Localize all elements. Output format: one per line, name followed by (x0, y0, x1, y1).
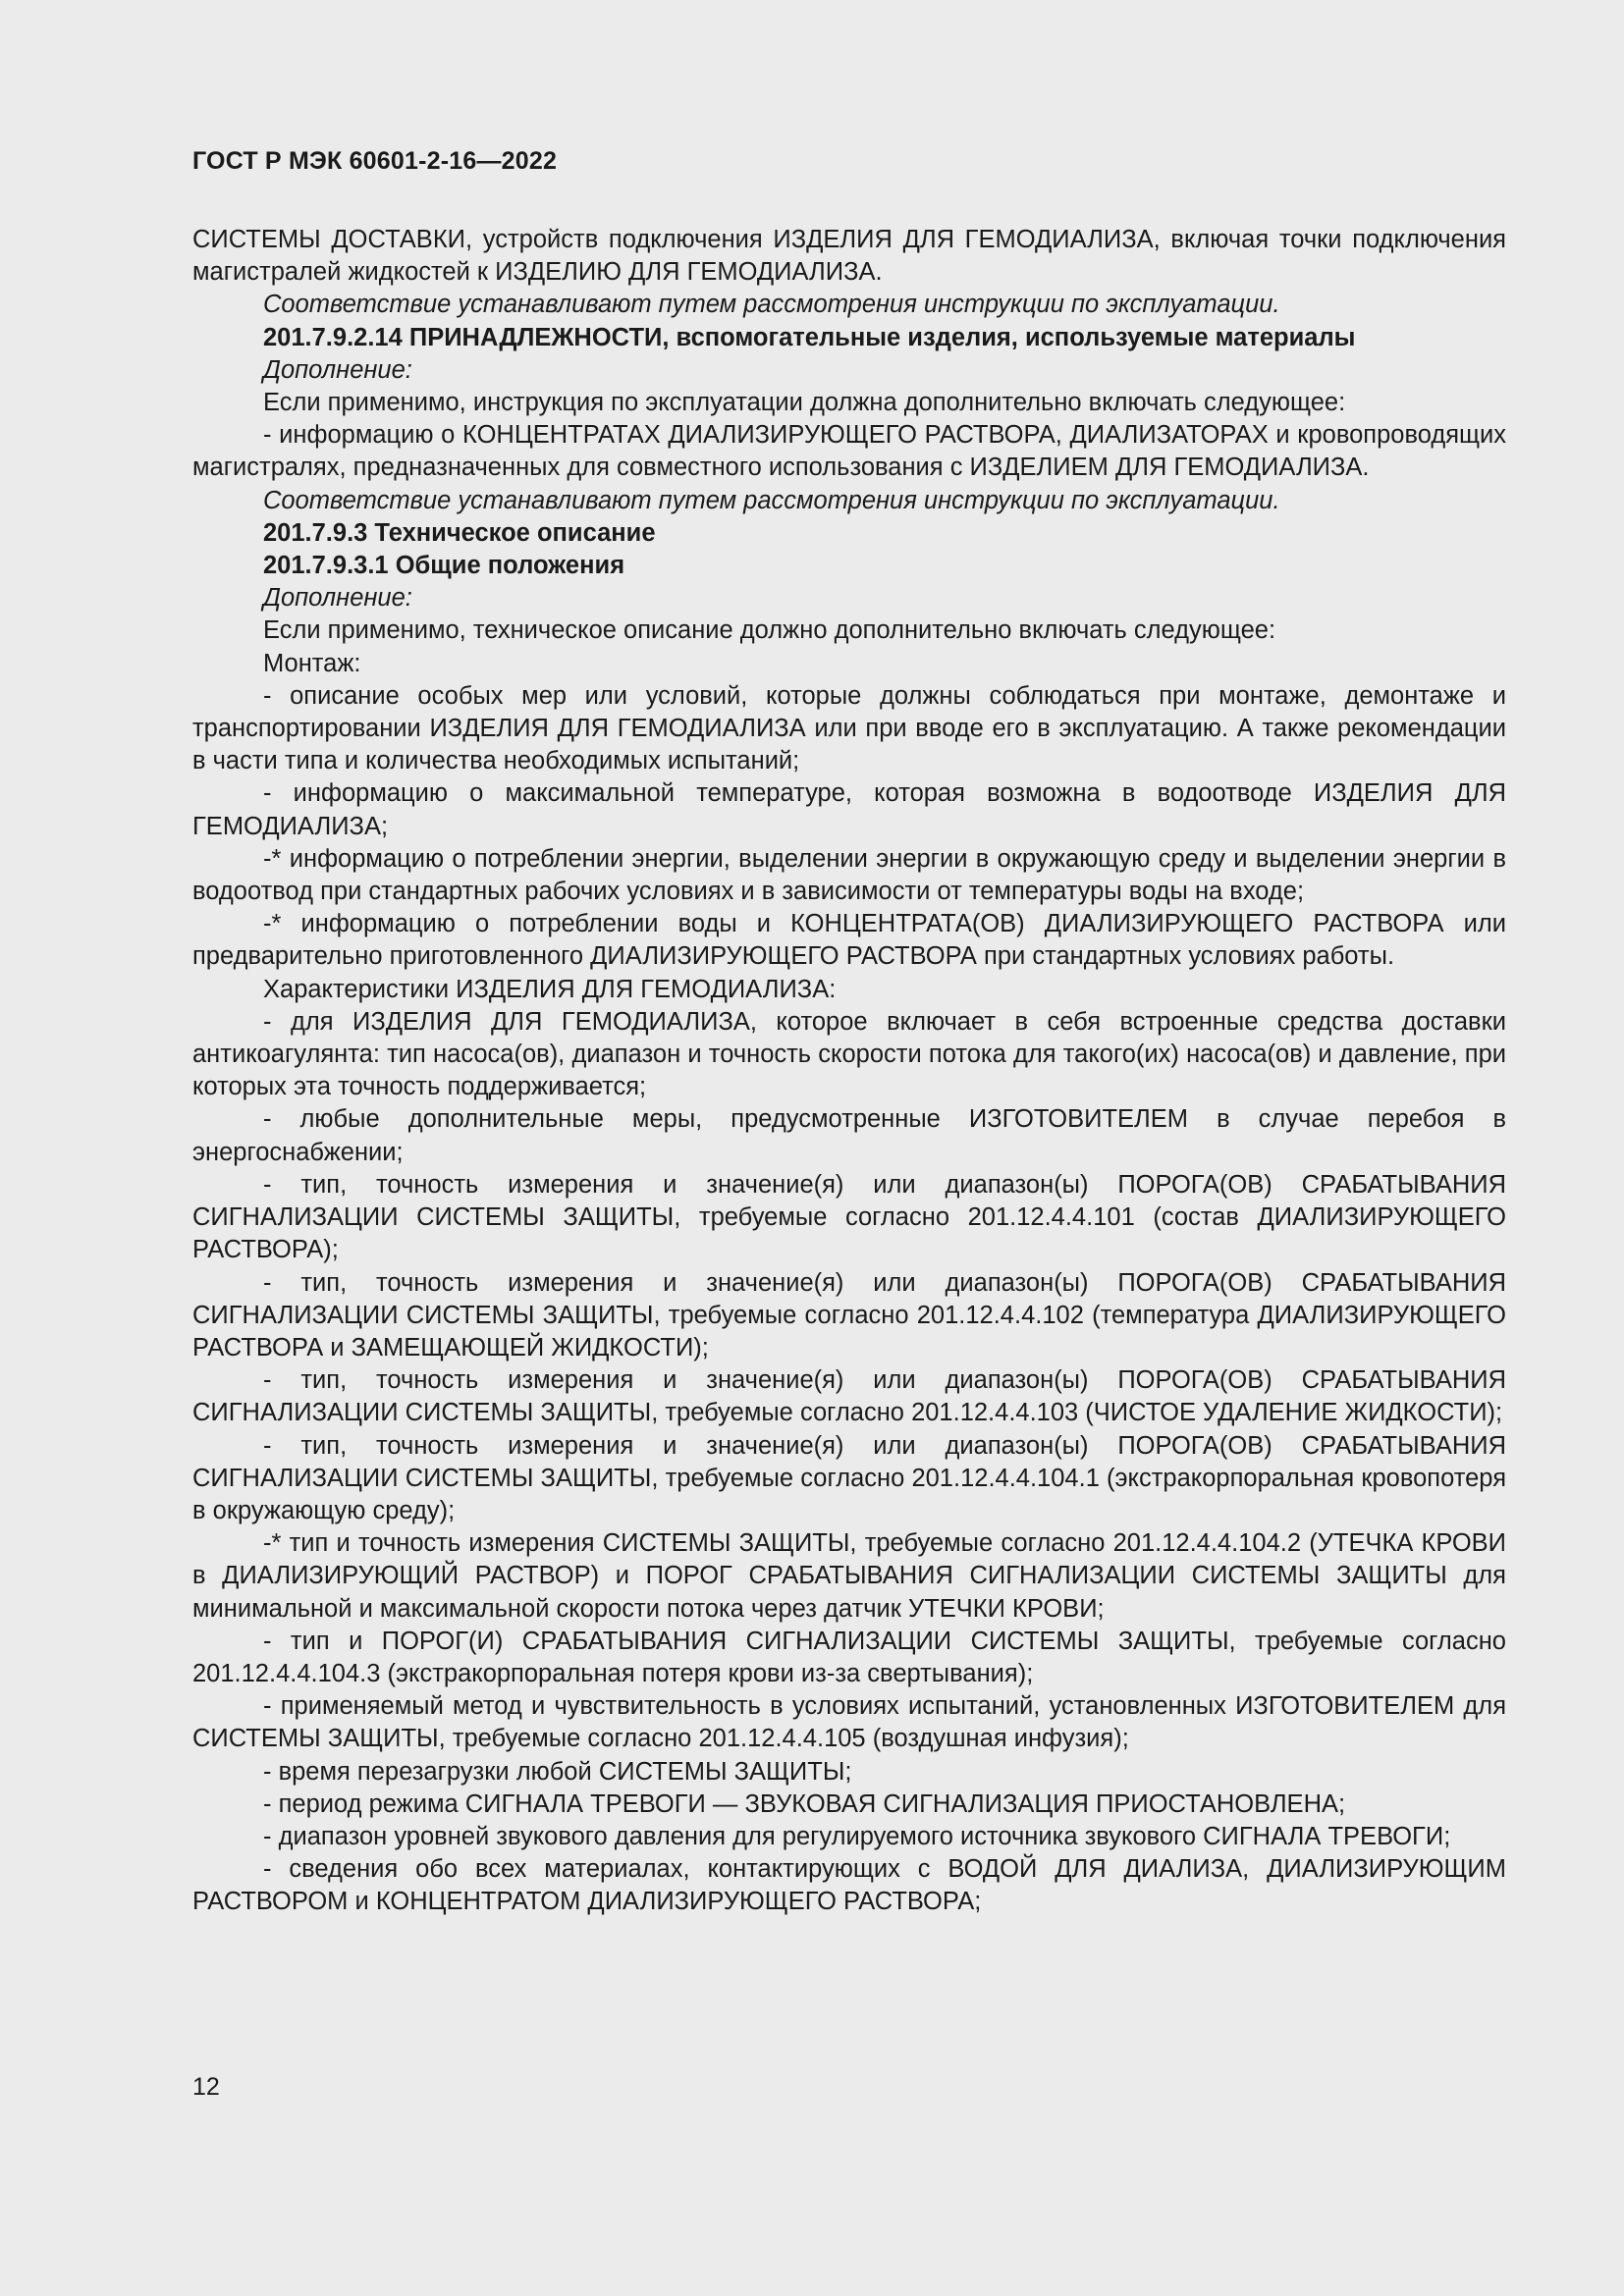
subheading-mounting: Монтаж: (263, 649, 361, 677)
paragraph: Если применимо, инструкция по эксплуатации должна дополнительно включать следующее: (263, 389, 1346, 417)
section-heading-201-7-9-2-14: 201.7.9.2.14 ПРИНАДЛЕЖНОСТИ, вспомогательные изделия, используемые материалы (263, 323, 1356, 351)
list-item: - время перезагрузки любой СИСТЕМЫ ЗАЩИТЫ; (263, 1757, 852, 1786)
list-item: - описание особых мер или условий, которые должны соблюдаться при монтаже, демонтаже и транспортировании ИЗДЕЛИЯ ДЛЯ ГЕМОДИАЛИЗА или при вводе его в эксплуатацию. А также рекомендации в части типа и количества необходимых испытаний; (192, 681, 1506, 775)
list-item: - тип и ПОРОГ(И) СРАБАТЫВАНИЯ СИГНАЛИЗАЦИИ СИСТЕМЫ ЗАЩИТЫ, требуемые согласно 201.12.4.4.104.3 (экстракорпоральная потеря крови из-за свертывания); (192, 1627, 1506, 1687)
list-item: - период режима СИГНАЛА ТРЕВОГИ — ЗВУКОВАЯ СИГНАЛИЗАЦИЯ ПРИОСТАНОВЛЕНА; (263, 1789, 1346, 1818)
addition-label: Дополнение: (263, 355, 412, 384)
section-heading-201-7-9-3: 201.7.9.3 Техническое описание (263, 518, 656, 547)
list-item: - сведения обо всех материалах, контактирующих с ВОДОЙ ДЛЯ ДИАЛИЗА, ДИАЛИЗИРУЮЩИМ РАСТВОРОМ и КОНЦЕНТРАТОМ ДИАЛИЗИРУЮЩЕГО РАСТВОРА; (192, 1855, 1506, 1916)
list-item: - применяемый метод и чувствительность в условиях испытаний, установленных ИЗГОТОВИТЕЛЕМ для СИСТЕМЫ ЗАЩИТЫ, требуемые согласно 201.12.4.4.105 (воздушная инфузия); (192, 1692, 1506, 1753)
document-header: ГОСТ Р МЭК 60601-2-16—2022 (192, 147, 558, 175)
section-heading-201-7-9-3-1: 201.7.9.3.1 Общие положения (263, 552, 625, 580)
compliance-note: Соответствие устанавливают путем рассмотрения инструкции по эксплуатации. (263, 291, 1280, 319)
subheading-characteristics: Характеристики ИЗДЕЛИЯ ДЛЯ ГЕМОДИАЛИЗА: (263, 975, 837, 1003)
list-item: - тип, точность измерения и значение(я) или диапазон(ы) ПОРОГА(ОВ) СРАБАТЫВАНИЯ СИГНАЛИЗАЦИИ СИСТЕМЫ ЗАЩИТЫ, требуемые согласно 201.12.4.4.101 (состав ДИАЛИЗИРУЮЩЕГО РАСТВОРА); (192, 1170, 1506, 1264)
list-item: - тип, точность измерения и значение(я) или диапазон(ы) ПОРОГА(ОВ) СРАБАТЫВАНИЯ СИГНАЛИЗАЦИИ СИСТЕМЫ ЗАЩИТЫ, требуемые согласно 201.12.4.4.102 (температура ДИАЛИЗИРУЮЩЕГО РАСТВОРА и ЗАМЕЩАЮЩЕЙ ЖИДКОСТИ); (192, 1268, 1506, 1362)
list-item: - информацию о максимальной температуре, которая возможна в водоотводе ИЗДЕЛИЯ ДЛЯ ГЕМОДИАЛИЗА; (192, 779, 1506, 840)
paragraph: Если применимо, техническое описание должно дополнительно включать следующее: (263, 616, 1276, 645)
page-number: 12 (192, 2073, 220, 2101)
list-item: - тип, точность измерения и значение(я) или диапазон(ы) ПОРОГА(ОВ) СРАБАТЫВАНИЯ СИГНАЛИЗАЦИИ СИСТЕМЫ ЗАЩИТЫ, требуемые согласно 201.12.4.4.103 (ЧИСТОЕ УДАЛЕНИЕ ЖИДКОСТИ); (192, 1366, 1506, 1427)
list-item: -* тип и точность измерения СИСТЕМЫ ЗАЩИТЫ, требуемые согласно 201.12.4.4.104.2 (УТЕЧКА КРОВИ в ДИАЛИЗИРУЮЩИЙ РАСТВОР) и ПОРОГ СРАБАТЫВАНИЯ СИГНАЛИЗАЦИИ СИСТЕМЫ ЗАЩИТЫ для минимальной и максимальной скорости потока через датчик УТЕЧКИ КРОВИ; (192, 1529, 1506, 1623)
list-item: -* информацию о потреблении воды и КОНЦЕНТРАТА(ОВ) ДИАЛИЗИРУЮЩЕГО РАСТВОРА или предварительно приготовленного ДИАЛИЗИРУЮЩЕГО РАСТВОРА при стандартных условиях работы. (192, 910, 1506, 971)
paragraph-continuation: СИСТЕМЫ ДОСТАВКИ, устройств подключения ИЗДЕЛИЯ ДЛЯ ГЕМОДИАЛИЗА, включая точки подключения магистралей жидкостей к ИЗДЕЛИЮ ДЛЯ ГЕМОДИАЛИЗА. (192, 226, 1506, 287)
list-item: - тип, точность измерения и значение(я) или диапазон(ы) ПОРОГА(ОВ) СРАБАТЫВАНИЯ СИГНАЛИЗАЦИИ СИСТЕМЫ ЗАЩИТЫ, требуемые согласно 201.12.4.4.104.1 (экстракорпоральная кровопотеря в окружающую среду); (192, 1431, 1506, 1524)
document-body (192, 224, 1506, 1919)
list-item: -* информацию о потреблении энергии, выделении энергии в окружающую среду и выделении энергии в водоотвод при стандартных рабочих условиях и в зависимости от температуры воды на входе; (192, 844, 1506, 906)
list-item: - для ИЗДЕЛИЯ ДЛЯ ГЕМОДИАЛИЗА, которое включает в себя встроенные средства доставки антикоагулянта: тип насоса(ов), диапазон и точность скорости потока для такого(их) насоса(ов) и давление, при которых эта точность поддерживается; (192, 1007, 1506, 1101)
list-item: - любые дополнительные меры, предусмотренные ИЗГОТОВИТЕЛЕМ в случае перебоя в энергоснабжении; (192, 1105, 1506, 1166)
list-item: - информацию о КОНЦЕНТРАТАХ ДИАЛИЗИРУЮЩЕГО РАСТВОРА, ДИАЛИЗАТОРАХ и кровопроводящих магистралях, предназначенных для совместного использования с ИЗДЕЛИЕМ ДЛЯ ГЕМОДИАЛИЗА. (192, 421, 1506, 482)
addition-label: Дополнение: (263, 584, 412, 613)
compliance-note: Соответствие устанавливают путем рассмотрения инструкции по эксплуатации. (263, 486, 1280, 514)
list-item: - диапазон уровней звукового давления для регулируемого источника звукового СИГНАЛА ТРЕВОГИ; (263, 1822, 1451, 1850)
